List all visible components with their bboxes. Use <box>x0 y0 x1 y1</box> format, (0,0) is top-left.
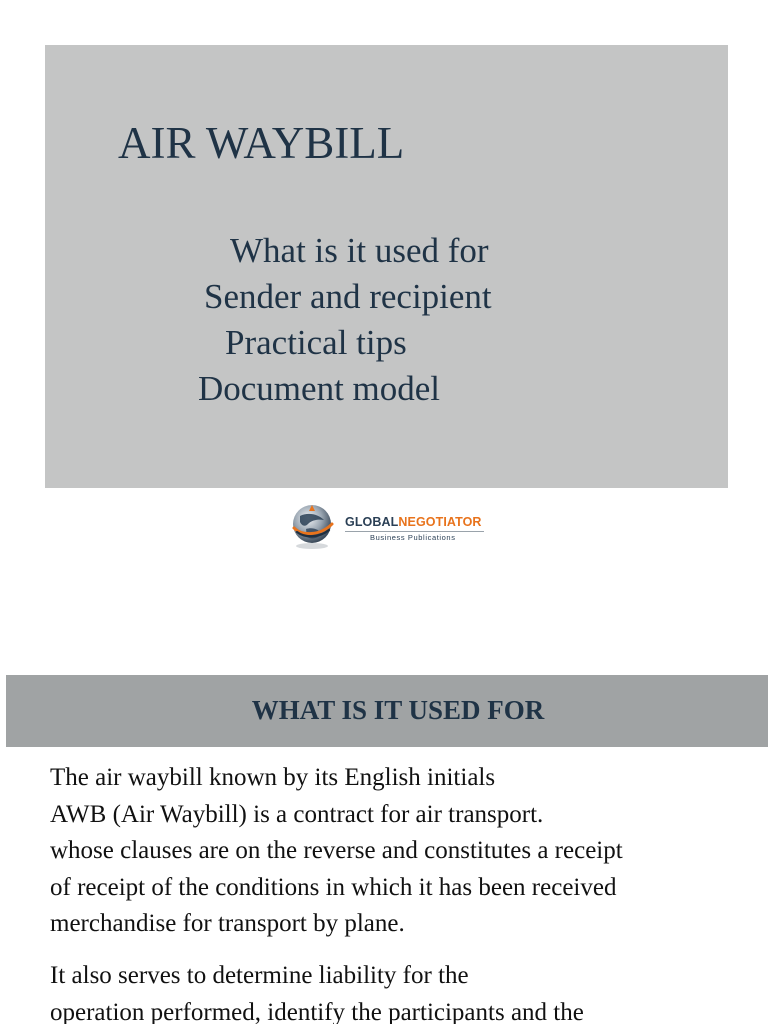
globe-icon <box>288 502 336 550</box>
body-line: whose clauses are on the reverse and constitutes a receipt <box>50 837 623 864</box>
logo-name: GLOBALNEGOTIATOR <box>345 515 482 529</box>
section-header-bar <box>6 675 768 747</box>
body-line: AWB (Air Waybill) is a contract for air transport. <box>50 800 544 828</box>
logo-subtitle: Business Publications <box>370 533 456 542</box>
cover-panel <box>45 45 728 488</box>
body-paragraph-1 <box>50 760 750 943</box>
toc-item-document-model: Document model <box>198 369 441 408</box>
logo-divider <box>345 531 484 532</box>
body-paragraph-2 <box>50 958 750 1024</box>
body-line: It also serves to determine liability for the <box>50 962 469 989</box>
body-line: operation performed, identify the participants and the <box>50 998 584 1024</box>
body-line: of receipt of the conditions in which it has been received <box>50 873 617 901</box>
toc-item-used-for: What is it used for <box>230 231 489 270</box>
global-negotiator-logo <box>288 502 488 550</box>
toc-item-practical-tips: Practical tips <box>225 323 407 362</box>
body-line: merchandise for transport by plane. <box>50 910 405 937</box>
section-title: WHAT IS IT USED FOR <box>251 695 545 725</box>
toc-item-sender-recipient: Sender and recipient <box>204 277 492 316</box>
body-line: The air waybill known by its English initials <box>50 764 496 791</box>
cover-title: AIR WAYBILL <box>118 118 405 168</box>
